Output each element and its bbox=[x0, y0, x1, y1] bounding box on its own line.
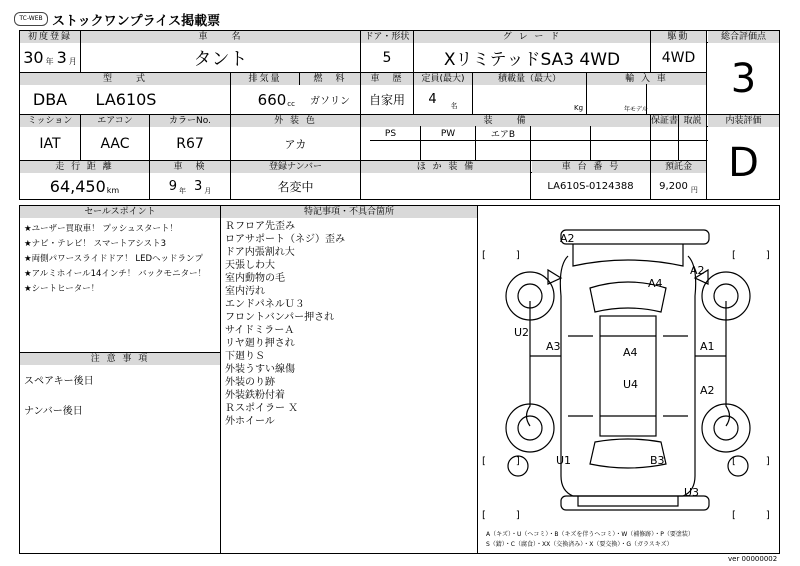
list-item: ★アルミホイール14インチ！ バックモニター！ bbox=[24, 269, 207, 279]
damage-mark: A4 bbox=[648, 277, 663, 290]
header-total-grade: 総合評価点 bbox=[708, 31, 779, 43]
list-item: 外装のり跡 bbox=[225, 377, 275, 388]
header-fuel: 燃 料 bbox=[300, 73, 360, 85]
list-item: 外装うすい線傷 bbox=[225, 364, 295, 375]
caution-list bbox=[24, 374, 94, 419]
bracket-right-3: [ ] bbox=[732, 510, 770, 521]
special-notes-list bbox=[225, 220, 345, 428]
damage-mark: B3 bbox=[650, 454, 665, 467]
list-item: Ｒフロア先歪み bbox=[225, 221, 295, 232]
list-item: ドア内張割れ大 bbox=[225, 247, 295, 258]
header-chassis-no: 車 台 番 号 bbox=[532, 161, 650, 173]
mileage-value: 64,450 km bbox=[49, 177, 120, 196]
list-item: ★ナビ・テレビ！ スマートアシスト3 bbox=[24, 239, 167, 249]
header-car-name: 車 名 bbox=[81, 31, 360, 43]
header-equipment: 装 備 bbox=[361, 115, 650, 127]
aircon-value: AAC bbox=[100, 135, 130, 152]
header-model-type: 型 式 bbox=[20, 73, 230, 85]
registration-date: 30 年 3 月 bbox=[23, 48, 77, 67]
color-no-value: R67 bbox=[176, 135, 204, 152]
drive-value: 4WD bbox=[661, 49, 696, 66]
header-sales-points: セールスポイント bbox=[20, 206, 220, 218]
exterior-color-value: アカ bbox=[284, 137, 307, 151]
damage-mark: A1 bbox=[700, 340, 715, 353]
header-history: 車 歴 bbox=[361, 73, 413, 85]
damage-mark: A2 bbox=[700, 384, 715, 397]
model-prefix-value: DBA bbox=[32, 90, 68, 109]
version-label: ver 00000002 bbox=[728, 555, 778, 563]
grade-value: XリミテッドSA3 4WD bbox=[443, 50, 621, 70]
price-value: 9,200 円 bbox=[659, 181, 698, 194]
header-price: 預託金 bbox=[651, 161, 706, 173]
list-item: ロアサポート（ネジ）歪み bbox=[225, 234, 345, 245]
chassis-no-value: LA610S-0124388 bbox=[547, 181, 634, 192]
header-drive: 駆動 bbox=[651, 31, 706, 43]
list-item: 下廻りＳ bbox=[225, 351, 265, 362]
bracket-left-3: [ ] bbox=[482, 510, 520, 521]
bracket-right-2: [ ] bbox=[732, 456, 770, 467]
damage-mark: U4 bbox=[623, 378, 639, 391]
list-item: ナンバー後日 bbox=[24, 406, 83, 417]
equipment-ps: PS bbox=[384, 128, 397, 139]
equipment-airbag: エアB bbox=[490, 130, 516, 140]
header-manual: 取説 bbox=[679, 115, 706, 127]
damage-mark: A2 bbox=[560, 232, 575, 245]
header-color-no: カラーNo. bbox=[150, 115, 230, 127]
header-inspection: 車 検 bbox=[150, 161, 230, 173]
header-mileage: 走 行 距 離 bbox=[20, 161, 149, 173]
list-item: エンドパネルＵ３ bbox=[225, 299, 305, 310]
import-year-label: 年モデル bbox=[624, 106, 648, 113]
header-special-notes: 特記事項・不具合箇所 bbox=[221, 206, 477, 218]
list-item: サイドミラーＡ bbox=[225, 325, 295, 336]
inspection-value: 9 年 3 月 bbox=[168, 179, 212, 195]
list-item: ★シートヒーター！ bbox=[24, 284, 100, 294]
damage-mark: A3 bbox=[546, 340, 561, 353]
page-title: ストックワンプライス掲載票 bbox=[52, 14, 221, 29]
list-item: ★両側パワースライドドア！ LEDヘッドランプ bbox=[24, 254, 204, 264]
door-count-value: 5 bbox=[382, 49, 392, 66]
diagram-legend-2: S（錆）・C（腐食）・XX（交換済み）・X（要交換）・G（ガラスキズ） bbox=[486, 541, 673, 548]
header-exterior-color: 外 装 色 bbox=[231, 115, 360, 127]
car-outline-icon bbox=[478, 206, 779, 553]
equipment-pw: PW bbox=[440, 128, 456, 139]
plate-value: 名変中 bbox=[277, 180, 314, 194]
header-registration: 初度登録 bbox=[20, 31, 80, 43]
header-door-type: ドア・形状 bbox=[361, 31, 413, 43]
brand-logo: TC-WEB bbox=[14, 12, 48, 26]
load-unit: Kg bbox=[574, 104, 584, 112]
model-code-value: LA610S bbox=[95, 90, 157, 109]
car-diagram bbox=[478, 206, 779, 553]
car-name-value: タント bbox=[193, 48, 248, 70]
damage-mark: A4 bbox=[623, 346, 638, 359]
list-item: 外装鉄粉付着 bbox=[225, 390, 285, 401]
list-item: ★ユーザー買取車！ プッシュスタート！ bbox=[24, 224, 179, 234]
header-capacity: 定員(最大) bbox=[414, 73, 472, 85]
list-item: 外ホイール bbox=[225, 416, 275, 427]
interior-score-value: D bbox=[728, 140, 759, 186]
damage-mark: A2 bbox=[690, 264, 705, 277]
list-item: Ｒスポイラー Ｘ bbox=[225, 403, 299, 414]
header-displacement: 排気量 bbox=[231, 73, 299, 85]
damage-mark: U3 bbox=[684, 486, 700, 499]
fuel-value: ガソリン bbox=[310, 96, 350, 107]
damage-mark: U2 bbox=[514, 326, 530, 339]
list-item: 室内動物の毛 bbox=[225, 273, 285, 284]
header-grade: グ レ ー ド bbox=[414, 31, 650, 43]
sales-points-list bbox=[24, 222, 206, 297]
list-item: フロントバンパー押され bbox=[225, 312, 335, 323]
bracket-right-1: [ ] bbox=[732, 250, 770, 261]
list-item: スペアキー後日 bbox=[24, 376, 94, 387]
header-caution: 注 意 事 項 bbox=[20, 353, 220, 365]
header-import: 輸 入 車 bbox=[587, 73, 706, 85]
bracket-left-2: [ ] bbox=[482, 456, 520, 467]
history-value: 自家用 bbox=[368, 93, 405, 107]
displacement-value: 660 cc bbox=[257, 90, 295, 109]
header-load: 積載量（最大） bbox=[473, 73, 586, 85]
damage-mark: U1 bbox=[556, 454, 572, 467]
header-aircon: エアコン bbox=[81, 115, 149, 127]
header-plate: 登録ナンバー bbox=[231, 161, 360, 173]
capacity-value: 4 名 bbox=[428, 92, 458, 110]
list-item: 天張しわ大 bbox=[225, 260, 275, 271]
mission-value: IAT bbox=[39, 135, 61, 152]
list-item: リヤ廻り押され bbox=[225, 338, 295, 349]
header-mission: ミッション bbox=[20, 115, 80, 127]
bracket-left-1: [ ] bbox=[482, 250, 520, 261]
header-other-equipment: ほ か 装 備 bbox=[361, 161, 531, 173]
header-interior-grade: 内装評価 bbox=[708, 115, 779, 127]
list-item: 室内汚れ bbox=[225, 286, 265, 297]
total-score-value: 3 bbox=[730, 55, 757, 102]
header-warranty: 保証書 bbox=[651, 116, 679, 126]
diagram-legend-1: A（キズ）・U（ヘコミ）・B（キズを伴うヘコミ）・W（補修跡）・P（要塗装） bbox=[486, 531, 694, 538]
